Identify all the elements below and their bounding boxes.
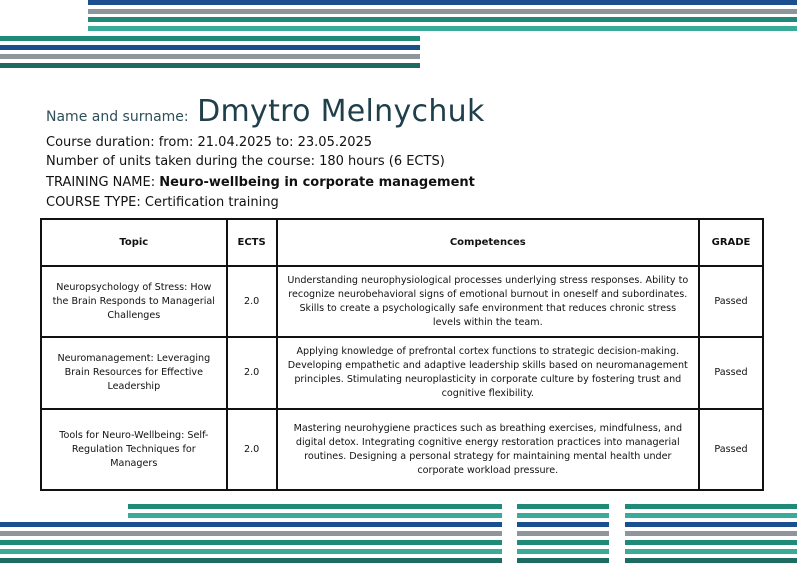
decorative-stripe	[625, 540, 797, 545]
decorative-stripe	[128, 513, 502, 518]
training-name: Neuro-wellbeing in corporate management	[159, 175, 475, 190]
training-name-label: TRAINING NAME:	[46, 175, 156, 190]
decorative-stripe	[88, 17, 797, 22]
table-row	[41, 266, 763, 337]
decorative-stripe	[88, 9, 797, 14]
decorative-stripe	[517, 522, 609, 527]
grade-header: GRADE	[699, 219, 763, 266]
ects-cell: 2.0	[227, 409, 277, 490]
decorative-stripe	[88, 0, 797, 5]
table-header-row	[41, 219, 763, 266]
course-type: COURSE TYPE: Certification training	[46, 195, 279, 210]
decorative-stripe	[517, 558, 609, 563]
competences-cell: Applying knowledge of prefrontal cortex functions to strategic decision-making. Developing empathetic and adaptive leadership skills based on neuromanagement principles. Stimulating neuroplasticity in corporate culture by fostering trust and cognitive flexibility.	[277, 337, 699, 409]
competences-cell: Mastering neurohygiene practices such as breathing exercises, mindfulness, and digital detox. Integrating cognitive energy restoration practices into managerial routines. Designing a personal strategy for maintaining mental health under corporate workload pressure.	[277, 409, 699, 490]
decorative-stripe	[0, 558, 502, 563]
grade-cell: Passed	[699, 409, 763, 490]
decorative-stripe	[0, 63, 420, 68]
ects-cell: 2.0	[227, 337, 277, 409]
training-name-line	[46, 175, 475, 190]
decorative-stripe	[625, 549, 797, 554]
decorative-stripe	[517, 513, 609, 518]
table-row	[41, 337, 763, 409]
decorative-stripe	[0, 54, 420, 59]
decorative-stripe	[517, 504, 609, 509]
ects-header: ECTS	[227, 219, 277, 266]
grades-table	[40, 218, 764, 491]
decorative-stripe	[517, 540, 609, 545]
decorative-stripe	[0, 522, 502, 527]
grade-cell: Passed	[699, 337, 763, 409]
decorative-stripe	[128, 504, 502, 509]
decorative-stripe	[625, 531, 797, 536]
course-units: Number of units taken during the course: 180 hours (6 ECTS)	[46, 154, 445, 169]
topic-header: Topic	[41, 219, 227, 266]
decorative-stripe	[0, 540, 502, 545]
decorative-stripe	[0, 36, 420, 41]
decorative-stripe	[88, 26, 797, 31]
ects-cell: 2.0	[227, 266, 277, 337]
decorative-stripe	[625, 522, 797, 527]
topic-cell: Tools for Neuro-Wellbeing: Self-Regulation Techniques for Managers	[41, 409, 227, 490]
competences-header: Competences	[277, 219, 699, 266]
decorative-stripe	[0, 45, 420, 50]
decorative-stripe	[625, 504, 797, 509]
decorative-stripe	[517, 549, 609, 554]
decorative-stripe	[0, 531, 502, 536]
decorative-stripe	[517, 531, 609, 536]
course-duration: Course duration: from: 21.04.2025 to: 23.05.2025	[46, 135, 373, 150]
decorative-stripe	[625, 558, 797, 563]
decorative-stripe	[625, 513, 797, 518]
student-name-line	[46, 94, 485, 129]
name-label: Name and surname:	[46, 109, 189, 125]
table-row	[41, 409, 763, 490]
grade-cell: Passed	[699, 266, 763, 337]
topic-cell: Neuromanagement: Leveraging Brain Resources for Effective Leadership	[41, 337, 227, 409]
topic-cell: Neuropsychology of Stress: How the Brain Responds to Managerial Challenges	[41, 266, 227, 337]
decorative-stripe	[0, 549, 502, 554]
competences-cell: Understanding neurophysiological processes underlying stress responses. Ability to recognize neurobehavioral signs of emotional burnout in oneself and subordinates. Skills to create a psychologically safe environment that reduces chronic stress levels within the team.	[277, 266, 699, 337]
student-name: Dmytro Melnychuk	[197, 94, 485, 129]
